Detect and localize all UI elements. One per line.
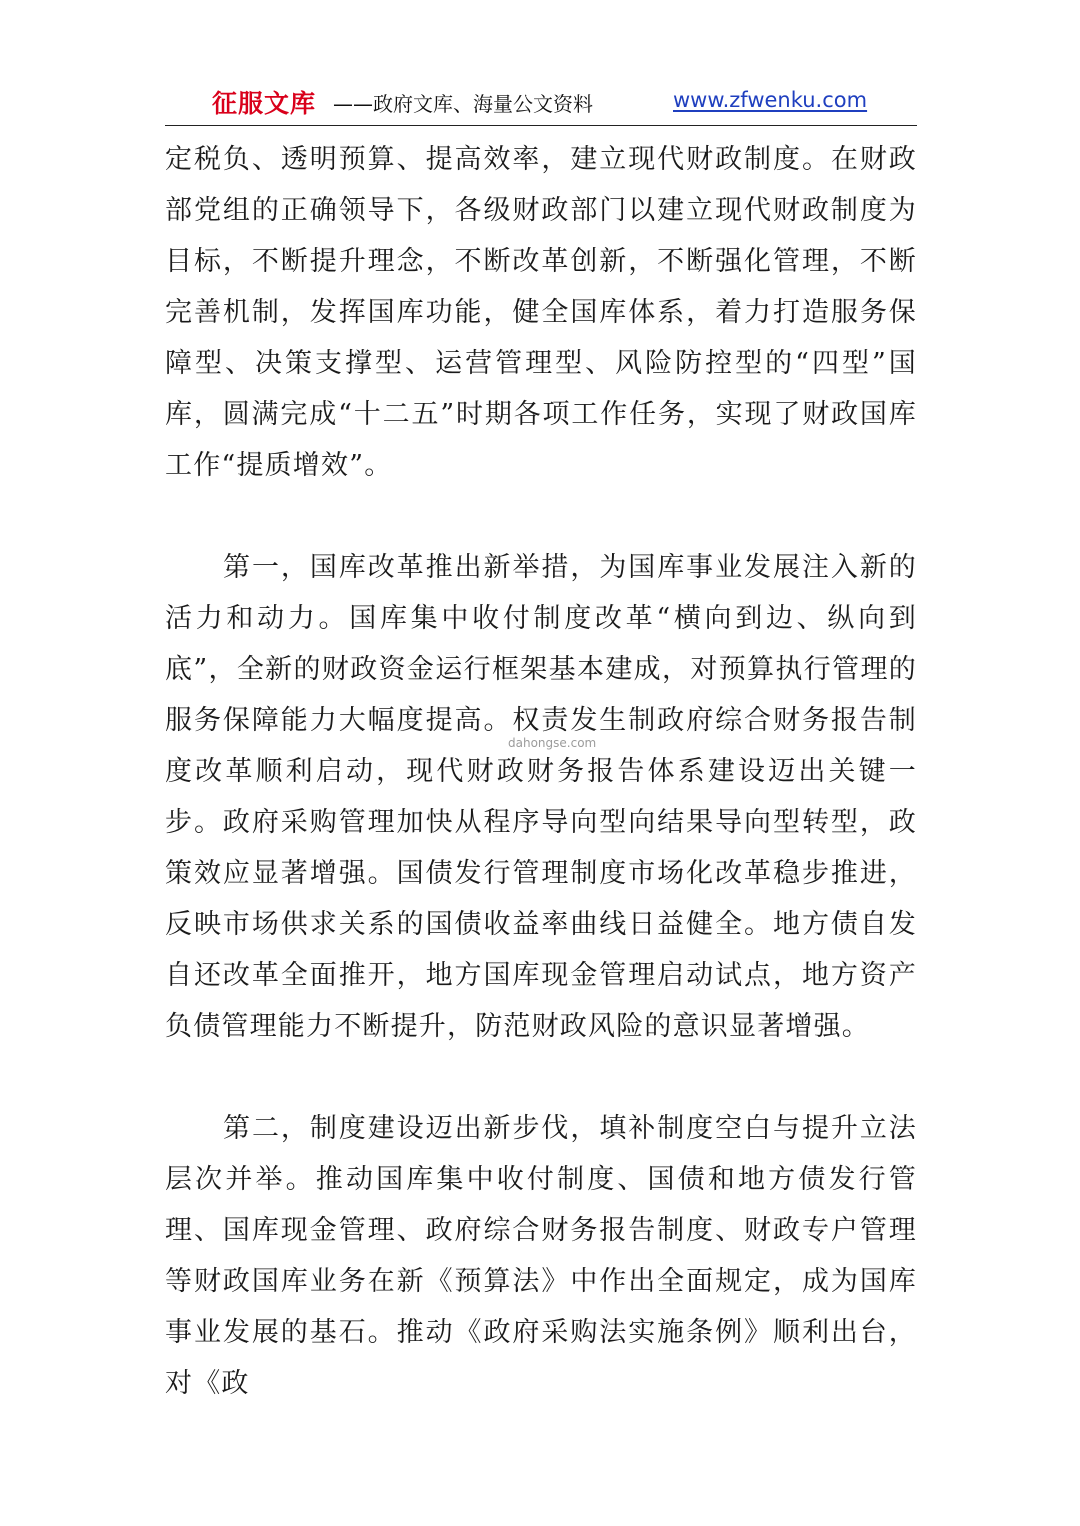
brand-logo: 征服文库 <box>212 89 317 118</box>
header-tagline: ——政府文库、海量公文资料 <box>333 92 593 116</box>
paragraph-second: 第二，制度建设迈出新步伐，填补制度空白与提升立法层次并举。推动国库集中收付制度、国债和地方债发行管理、国库现金管理、政府综合财务报告制度、财政专户管理等财政国库业务在新《预算法》中作出全面规定，成为国库事业发展的基石。推动《政府采购法实施条例》顺利出台，对《政 <box>165 1113 917 1399</box>
paragraph-continuation: 定税负、透明预算、提高效率，建立现代财政制度。在财政部党组的正确领导下，各级财政部门以建立现代财政制度为目标，不断提升理念，不断改革创新，不断强化管理，不断完善机制，发挥国库功能，健全国库体系，着力打造服务保障型、决策支撑型、运营管理型、风险防控型的“四型”国库，圆满完成“十二五”时期各项工作任务，实现了财政国库工作“提质增效”。 <box>165 144 917 481</box>
header-divider <box>165 125 917 126</box>
paragraph-gap <box>165 1052 917 1103</box>
document-body <box>165 134 917 1409</box>
header-url-link[interactable]: www.zfwenku.com <box>673 88 868 112</box>
watermark-text: dahongse.com <box>508 736 597 750</box>
page-header <box>165 82 917 126</box>
paragraph-gap <box>165 491 917 542</box>
paragraph-first: 第一，国库改革推出新举措，为国库事业发展注入新的活力和动力。国库集中收付制度改革“横向到边、纵向到底”，全新的财政资金运行框架基本建成，对预算执行管理的服务保障能力大幅度提高。权责发生制政府综合财务报告制度改革顺利启动，现代财政财务报告体系建设迈出关键一步。政府采购管理加快从程序导向型向结果导向型转型，政策效应显著增强。国债发行管理制度市场化改革稳步推进，反映市场供求关系的国债收益率曲线日益健全。地方债自发自还改革全面推开，地方国库现金管理启动试点，地方资产负债管理能力不断提升，防范财政风险的意识显著增强。 <box>165 552 917 1042</box>
